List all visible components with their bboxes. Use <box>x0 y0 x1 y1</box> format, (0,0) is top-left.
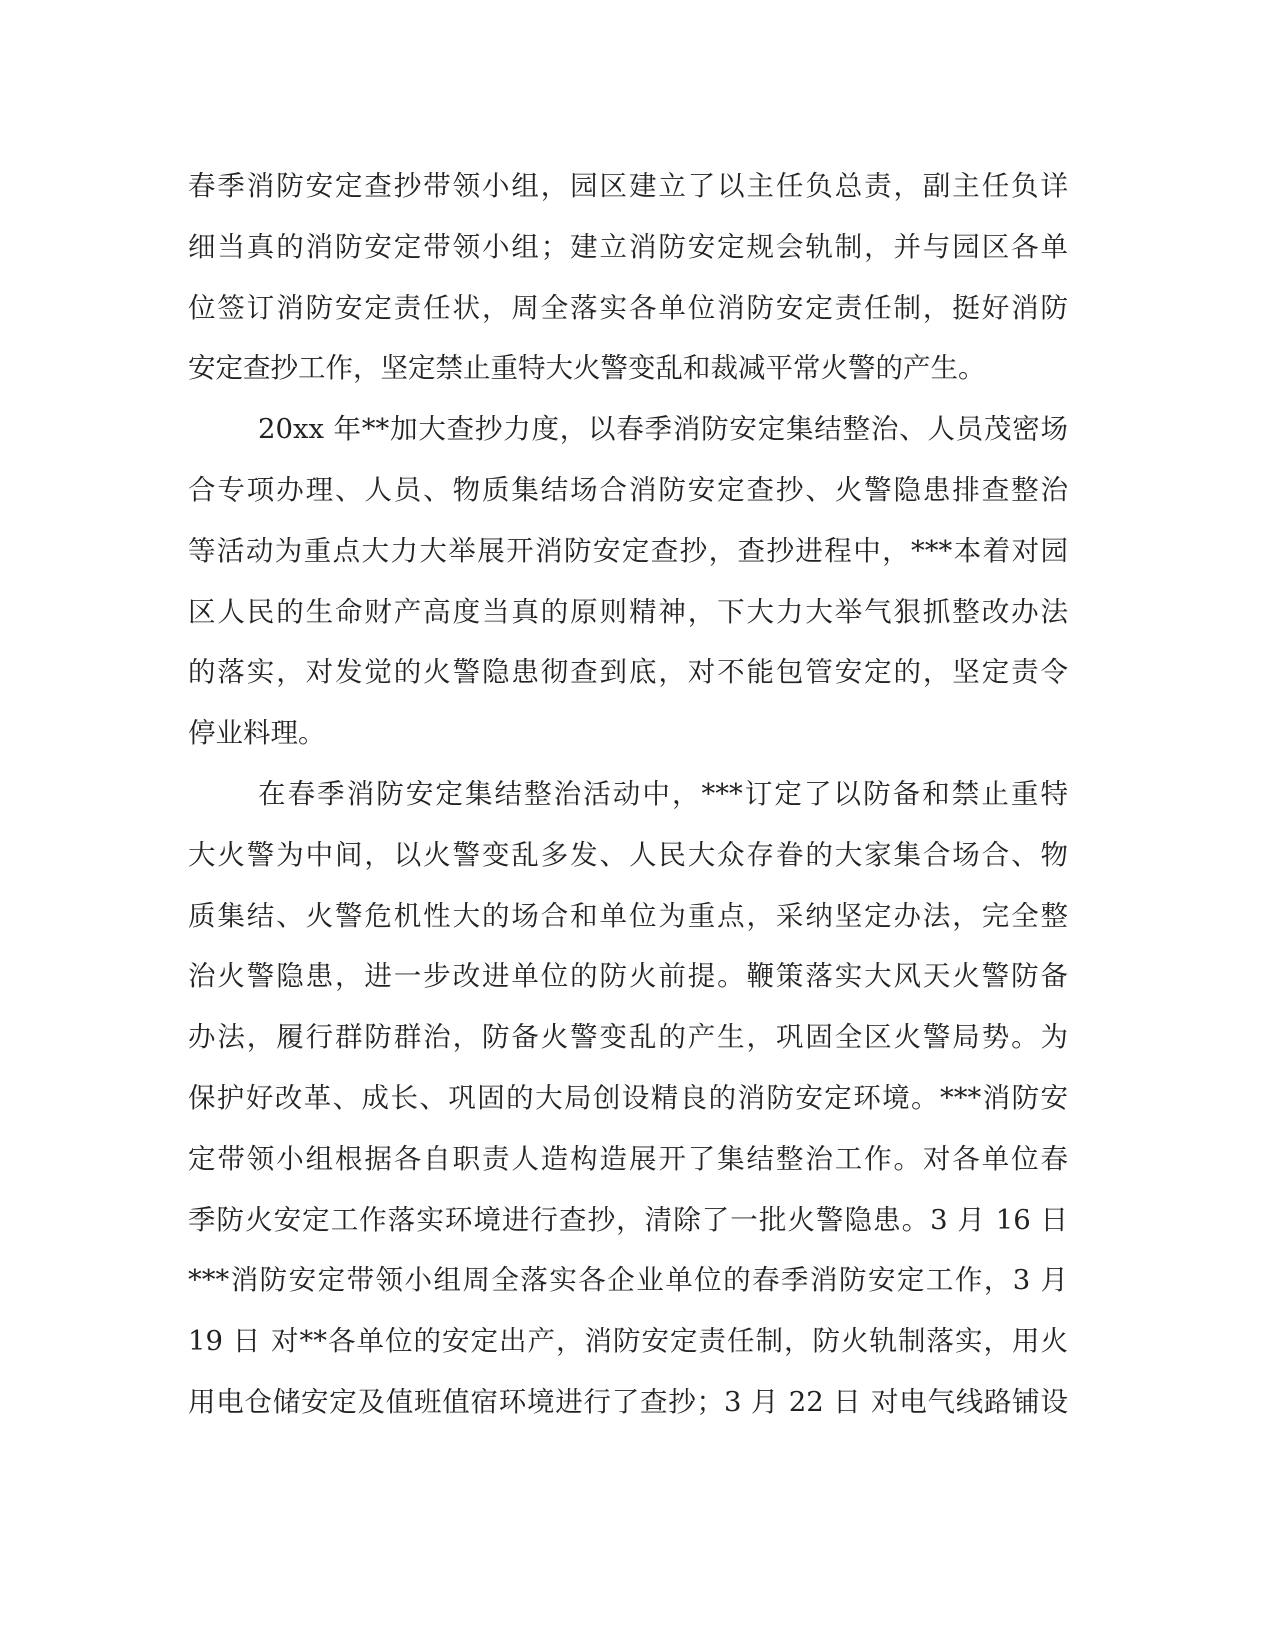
text-line: 19 日 对**各单位的安定出产，消防安定责任制，防火轨制落实，用火 <box>188 1325 1068 1358</box>
document-body <box>188 156 1068 1433</box>
text-line: 治火警隐患，进一步改进单位的防火前提。鞭策落实大风天火警防备 <box>188 960 1068 993</box>
text-line: 20xx 年**加大查抄力度，以春季消防安定集结整治、人员茂密场 <box>258 413 1068 446</box>
text-line: 等活动为重点大力大举展开消防安定查抄，查抄进程中，***本着对园 <box>188 534 1068 567</box>
text-line: 在春季消防安定集结整治活动中，***订定了以防备和禁止重特 <box>258 777 1068 810</box>
text-line: 季防火安定工作落实环境进行查抄，清除了一批火警隐患。3 月 16 日 <box>188 1203 1068 1236</box>
text-line: 停业料理。 <box>188 717 326 750</box>
text-line: 位签订消防安定责任状，周全落实各单位消防安定责任制，挺好消防 <box>188 291 1068 324</box>
text-line: 定带领小组根据各自职责人造构造展开了集结整治工作。对各单位春 <box>188 1142 1068 1175</box>
text-line: ***消防安定带领小组周全落实各企业单位的春季消防安定工作，3 月 <box>188 1264 1068 1297</box>
text-line: 质集结、火警危机性大的场合和单位为重点，采纳坚定办法，完全整 <box>188 899 1068 932</box>
text-line: 大火警为中间，以火警变乱多发、人民大众存眷的大家集合场合、物 <box>188 838 1068 871</box>
text-line: 用电仓储安定及值班值宿环境进行了查抄；3 月 22 日 对电气线路铺设 <box>188 1385 1068 1418</box>
text-line: 办法，履行群防群治，防备火警变乱的产生，巩固全区火警局势。为 <box>188 1021 1068 1054</box>
text-line: 细当真的消防安定带领小组；建立消防安定规会轨制，并与园区各单 <box>188 230 1068 263</box>
text-line: 安定查抄工作，坚定禁止重特大火警变乱和裁减平常火警的产生。 <box>188 352 986 385</box>
text-line: 合专项办理、人员、物质集结场合消防安定查抄、火警隐患排查整治 <box>188 473 1068 506</box>
text-line: 保护好改革、成长、巩固的大局创设精良的消防安定环境。***消防安 <box>188 1081 1068 1114</box>
text-line: 春季消防安定查抄带领小组，园区建立了以主任负总责，副主任负详 <box>188 170 1068 202</box>
text-line: 区人民的生命财产高度当真的原则精神，下大力大举气狠抓整改办法 <box>188 595 1068 628</box>
text-line: 的落实，对发觉的火警隐患彻查到底，对不能包管安定的，坚定责令 <box>188 656 1068 689</box>
